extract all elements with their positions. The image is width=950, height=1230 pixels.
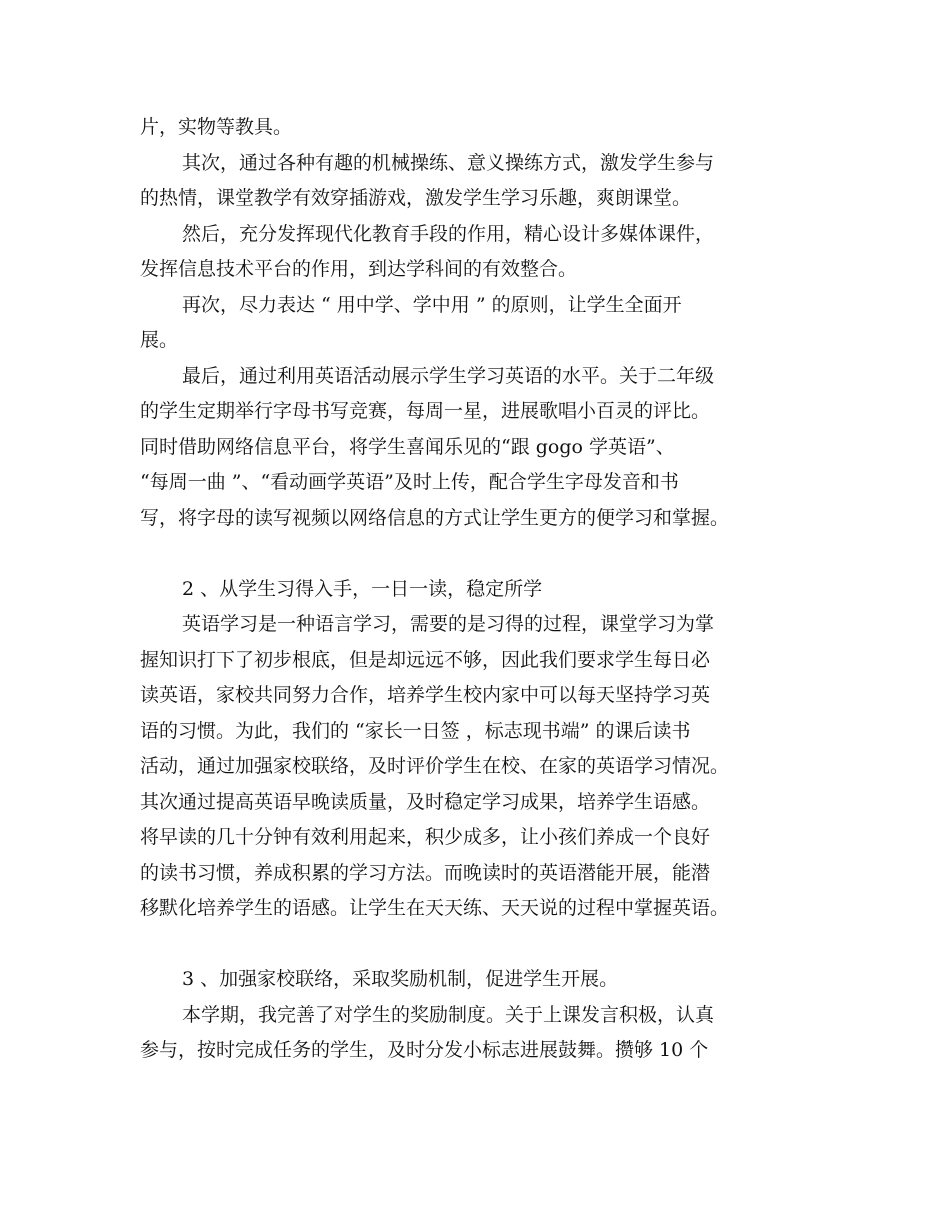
- text-line: 将早读的几十分钟有效利用起来，积少成多，让小孩们养成一个良好: [140, 826, 711, 848]
- document-body: [140, 110, 830, 1069]
- paragraph: [140, 962, 830, 998]
- paragraph: [140, 110, 830, 146]
- text-line: 2 、从学生习得入手，一日一读，稳定所学: [182, 577, 543, 600]
- text-line: 3 、加强家校联络，采取奖励机制，促进学生开展。: [182, 968, 619, 990]
- text-line: 其次，通过各种有趣的机械操练、意义操练方式，激发学生参与: [182, 151, 715, 174]
- paragraph: [140, 572, 830, 608]
- paragraph: [140, 607, 830, 927]
- text-line: 握知识打下了初步根底，但是却远远不够，因此我们要求学生每日必: [140, 648, 711, 671]
- text-line: 写，将字母的读写视频以网络信息的方式让学生更方的便学习和掌握。: [140, 506, 730, 529]
- text-line: 的热情，课堂教学有效穿插游戏，激发学生学习乐趣，爽朗课堂。: [140, 187, 692, 209]
- text-line: 其次通过提高英语早晚读质量，及时稳定学习成果，培养学生语感。: [140, 790, 711, 813]
- text-line: 片，实物等教具。: [140, 116, 293, 138]
- text-line: 再次，尽力表达 “ 用中学、学中用 ” 的原则，让学生全面开: [182, 293, 682, 316]
- paragraph-spacer: [140, 927, 830, 963]
- paragraph: [140, 359, 830, 537]
- text-line: 活动，通过加强家校联络，及时评价学生在校、在家的英语学习情况。: [140, 755, 730, 777]
- text-line: 的学生定期举行字母书写竞赛，每周一星，进展歌唱小百灵的评比。: [140, 400, 711, 422]
- paragraph: [140, 217, 830, 288]
- paragraph: [140, 146, 830, 217]
- text-line: 参与，按时完成任务的学生，及时分发小标志进展鼓舞。攒够 10 个: [140, 1039, 709, 1061]
- text-line: 然后，充分发挥现代化教育手段的作用，精心设计多媒体课件，: [182, 222, 715, 245]
- paragraph-spacer: [140, 536, 830, 572]
- paragraph: [140, 998, 830, 1069]
- text-line: 读英语，家校共同努力合作，培养学生校内家中可以每天坚持学习英: [140, 684, 711, 706]
- text-line: 的读书习惯，养成积累的学习方法。而晚读时的英语潜能开展，能潜: [140, 861, 711, 884]
- text-line: 本学期，我完善了对学生的奖励制度。关于上课发言积极，认真: [182, 1003, 715, 1026]
- text-line: 英语学习是一种语言学习，需要的是习得的过程，课堂学习为掌: [182, 613, 715, 635]
- paragraph: [140, 288, 830, 359]
- text-line: 移默化培养学生的语感。让学生在天天练、天天说的过程中掌握英语。: [140, 897, 730, 919]
- text-line: 语的习惯。为此，我们的 “家长一日签 ，标志现书端” 的课后读书: [140, 719, 691, 742]
- text-line: 最后，通过利用英语活动展示学生学习英语的水平。关于二年级: [182, 364, 715, 387]
- text-line: 展。: [140, 329, 179, 351]
- text-line: 同时借助网络信息平台，将学生喜闻乐见的“跟 gogo 学英语”、: [140, 435, 675, 458]
- text-line: 发挥信息技术平台的作用，到达学科间的有效整合。: [140, 258, 578, 280]
- text-line: “每周一曲 ”、“看动画学英语”及时上传，配合学生字母发音和书: [140, 471, 679, 493]
